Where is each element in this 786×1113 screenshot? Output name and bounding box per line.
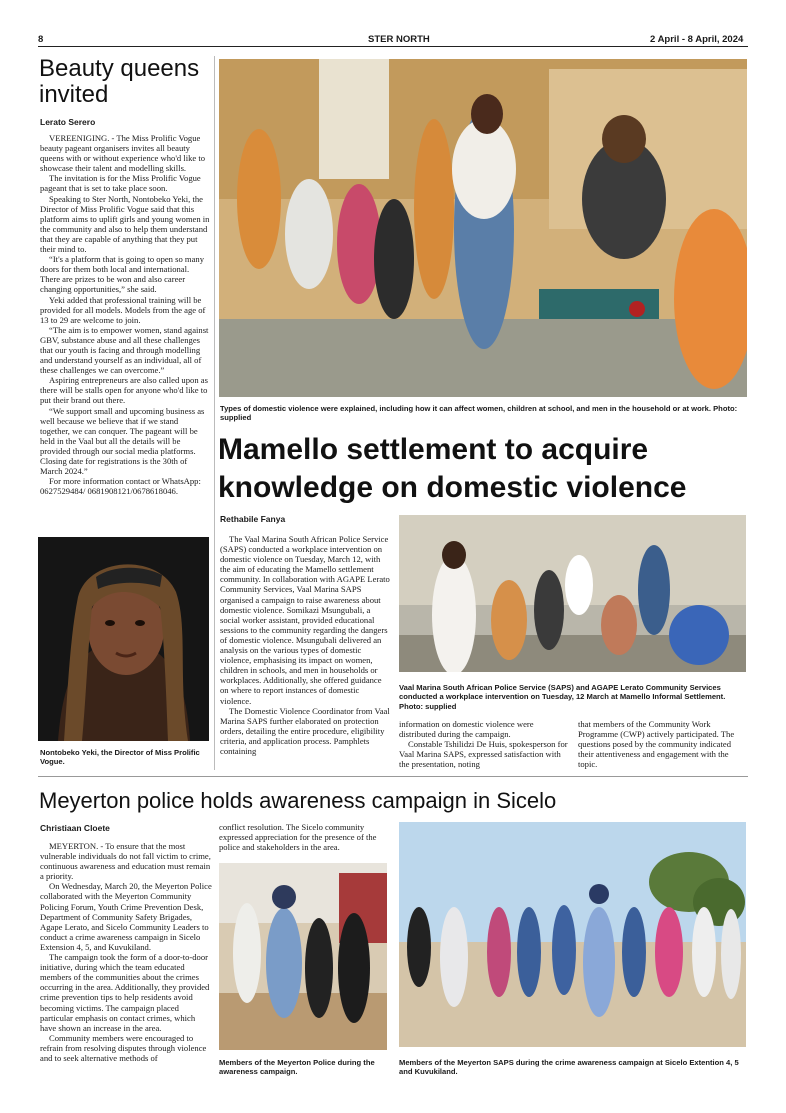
beauty-paragraph: Aspiring entrepreneurs are also called upon as there will be stalls open for anyone who'd like to put their brand out there. <box>40 375 208 406</box>
beauty-paragraph: Speaking to Ster North, Nontobeko Yeki, the Director of Miss Prolific Vogue said that this platform aims to uplift girls and young women in the community and also to help them understand that they are capable of anything that they put their mind to. <box>40 193 210 255</box>
beauty-body <box>40 133 210 496</box>
column-divider <box>214 56 215 770</box>
mamello-headline <box>218 431 748 507</box>
mamello-paragraph: The Domestic Violence Coordinator from Vaal Marina SAPS further elaborated on protection orders, detailing the entire procedure, eligibility criteria, and application process. Pamphlets containing <box>220 705 390 756</box>
meyerton-column-2 <box>219 822 391 852</box>
beauty-paragraph: Yeki added that professional training will be provided for all models. Models from the age of 13 to 29 are welcome to join. <box>40 294 206 325</box>
beauty-paragraph: VEREENIGING. - The Miss Prolific Vogue beauty pageant organisers invites all beauty queens with or without experience who'd like to showcase their talent and modelling skills. <box>40 133 206 174</box>
issue-date: 2 April - 8 April, 2024 <box>650 34 744 45</box>
mamello-top-photo <box>219 59 747 397</box>
meyerton-paragraph: The campaign took the form of a door-to-door initiative, during which the team educated members of the communities about the crimes occurring in the area. Additionally, they provided crime prevention tips to help residents avoid becoming victims. The campaign placed particular emphasis on contact crimes, which have shown an increase in the area. <box>40 952 210 1033</box>
beauty-headline-line1: Beauty queens <box>39 55 200 82</box>
mamello-paragraph: that members of the Community Work Programme (CWP) actively participated. The questions posed by the community indicated their attentiveness and engagement with the topic. <box>578 719 735 770</box>
section-rule <box>38 776 748 777</box>
meyerton-big-photo-caption: Members of the Meyerton SAPS during the crime awareness campaign at Sicelo Extention 4, 5 and Kuvukiland. <box>399 1058 739 1077</box>
mamello-inset-photo <box>399 515 746 672</box>
beauty-paragraph: “We support small and upcoming business as well because we believe that if we stand together, we can conquer. The pageant will be held in the Vaal but all the details will be provided through our social media platforms. Closing date for registrations is the 30th of March 2024.” <box>40 405 205 477</box>
header-rule <box>38 46 748 47</box>
beauty-paragraph: For more information contact or WhatsApp: 0627529484/ 0681908121/0678618046. <box>40 476 201 497</box>
meyerton-paragraph: conflict resolution. The Sicelo community expressed appreciation for the presence of the police and stakeholders in the area. <box>219 822 377 853</box>
meyerton-headline: Meyerton police holds awareness campaign in Sicelo <box>39 788 557 813</box>
mamello-headline-line2: knowledge on domestic violence <box>218 471 687 504</box>
mamello-column-2 <box>399 719 569 769</box>
meyerton-paragraph: MEYERTON. - To ensure that the most vulnerable individuals do not fall victim to crime, continuous awareness and education must remain a priority. <box>40 841 211 882</box>
beauty-paragraph: “It's a platform that is going to open so many doors for them both local and international. There are prizes to be won and also career changing opportunities,” she said. <box>40 254 205 295</box>
meyerton-byline: Christiaan Cloete <box>40 823 110 833</box>
portrait-photo <box>38 537 209 741</box>
mamello-headline-line1: Mamello settlement to acquire <box>218 433 649 466</box>
portrait-caption: Nontobeko Yeki, the Director of Miss Prolific Vogue. <box>40 748 200 767</box>
beauty-byline: Lerato Serero <box>40 117 96 127</box>
mamello-paragraph: The Vaal Marina South African Police Service (SAPS) conducted a workplace intervention on domestic violence on Tuesday, March 12, with the aim of educating the Mamello settlement community. In collaboration with AGAPE Lerato Community Services, Vaal Marina SAPS organised a campaign to raise awareness about domestic violence. Somikazi Msungubali, a social worker assistant, provided educational sessions to the community regarding the dangers of domestic violence. Msungubali delivered an analysis on the various types of domestic violence, emphasising its impact on women, children in schools, and men in households or workplaces. Additionally, she offered guidance on where to report instances of domestic violence. <box>220 534 390 706</box>
page-number: 8 <box>38 34 44 45</box>
meyerton-paragraph: Community members were encouraged to refrain from resolving disputes through violence and to seek alternative methods of <box>40 1032 207 1063</box>
meyerton-paragraph: On Wednesday, March 20, the Meyerton Police collaborated with the Meyerton Community Policing Forum, Youth Crime Prevention Desk, Department of Community Safety Brigades, Agape Lerato, and Sicelo Community Leaders to conduct a crime awareness campaign in Sicelo Extension 4, 5, and Kuvukiland. <box>40 881 212 952</box>
meyerton-small-photo <box>219 863 387 1050</box>
mamello-paragraph: information on domestic violence were distributed during the campaign. <box>399 719 534 740</box>
beauty-headline-line2: invited <box>39 81 109 108</box>
meyerton-small-photo-caption: Members of the Meyerton Police during the awareness campaign. <box>219 1058 375 1077</box>
meyerton-column-1 <box>40 841 212 1063</box>
beauty-paragraph: The invitation is for the Miss Prolific Vogue pageant that is set to take place soon. <box>40 173 201 194</box>
mamello-column-3 <box>578 719 746 769</box>
mamello-byline: Rethabile Fanya <box>220 514 286 524</box>
beauty-paragraph: “The aim is to empower women, stand against GBV, substance abuse and all these challenges that our youth is facing and through modelling and understand yourself as an individual, all of these challenges we can overcome.” <box>40 324 209 376</box>
publication-name: STER NORTH <box>368 34 430 45</box>
mamello-column-1 <box>220 534 392 756</box>
mamello-top-photo-caption: Types of domestic violence were explained, including how it can affect women, children at school, and men in the household or at work. Photo: supplied <box>220 404 738 423</box>
mamello-inset-caption: Vaal Marina South African Police Service (SAPS) and AGAPE Lerato Community Services conducted a workplace intervention on Tuesday, 12 March at Mamello Informal Settlement. Photo: supplied <box>399 683 726 711</box>
meyerton-big-photo <box>399 822 746 1047</box>
mamello-paragraph: Constable Tshilidzi De Huis, spokesperson for Vaal Marina SAPS, expressed satisfaction with the presentation, noting <box>399 739 568 770</box>
beauty-headline <box>39 56 211 108</box>
